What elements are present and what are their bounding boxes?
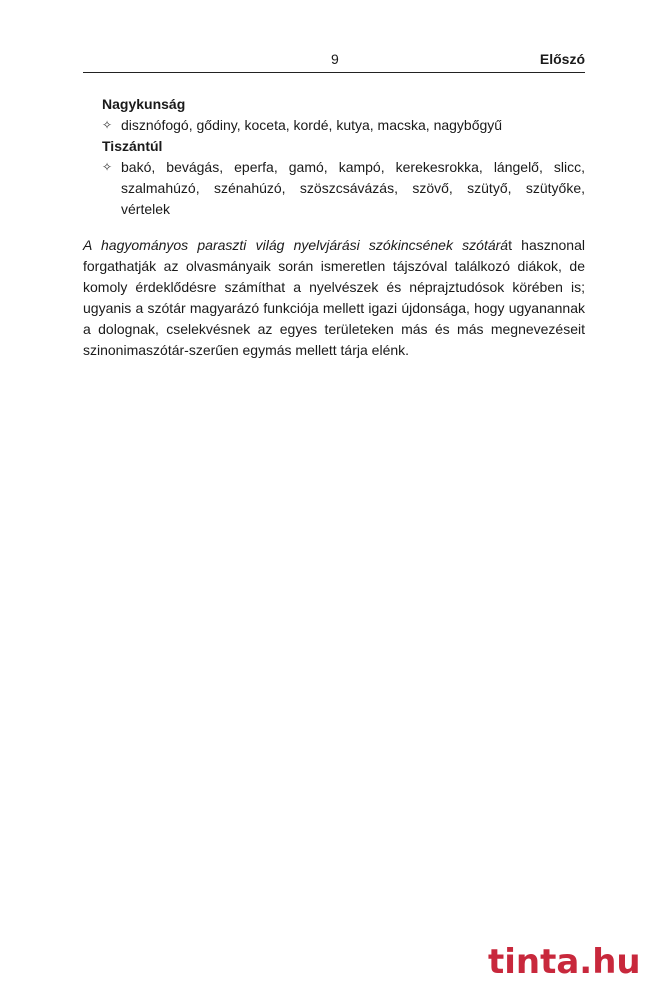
diamond-bullet-icon: ✧ [102, 160, 113, 174]
book-title: A hagyományos paraszti világ nyelvjárási szókincsének szótárá [83, 237, 509, 253]
region-section-nagykunsag [102, 94, 585, 136]
page-number: 9 [331, 51, 339, 67]
region-section-tiszantul [102, 136, 585, 220]
word-list: disznófogó, gődiny, koceta, kordé, kutya, macska, nagybőgyű [121, 117, 503, 133]
page-content [83, 94, 585, 361]
running-title: Előszó [539, 51, 585, 67]
region-heading: Nagykunság [102, 96, 186, 112]
paragraph-text: hasznonal forgathatják az olvasmányaik során ismeretlen tájszóval találkozó diákok, de komoly érdeklődésre számíthat a nyelvészek és néprajztudósok körében is; ugyanis a szótár magyarázó funkciója mellett igazi újdonsága, hogy ugyanannak a dolognak, cselekvésnek az egyes területeken más és más megnevezéseit szinonimaszótár-szerűen egymás mellett tárja elénk. [83, 237, 585, 358]
word-list: bakó, bevágás, eperfa, gamó, kampó, kerekesrokka, lángelő, slicc, szalmahúzó, szénahúzó, szöszcsávázás, szövő, szütyő, szütyőke, vértelek [121, 159, 585, 217]
word-list-item [102, 115, 585, 136]
region-heading: Tiszántúl [102, 138, 163, 154]
body-paragraph [83, 235, 585, 361]
diamond-bullet-icon: ✧ [102, 118, 113, 132]
word-list-item [102, 157, 585, 220]
book-title-suffix: t [508, 237, 512, 253]
tinta-logo: tinta.hu [488, 942, 641, 982]
page-header [83, 50, 585, 73]
